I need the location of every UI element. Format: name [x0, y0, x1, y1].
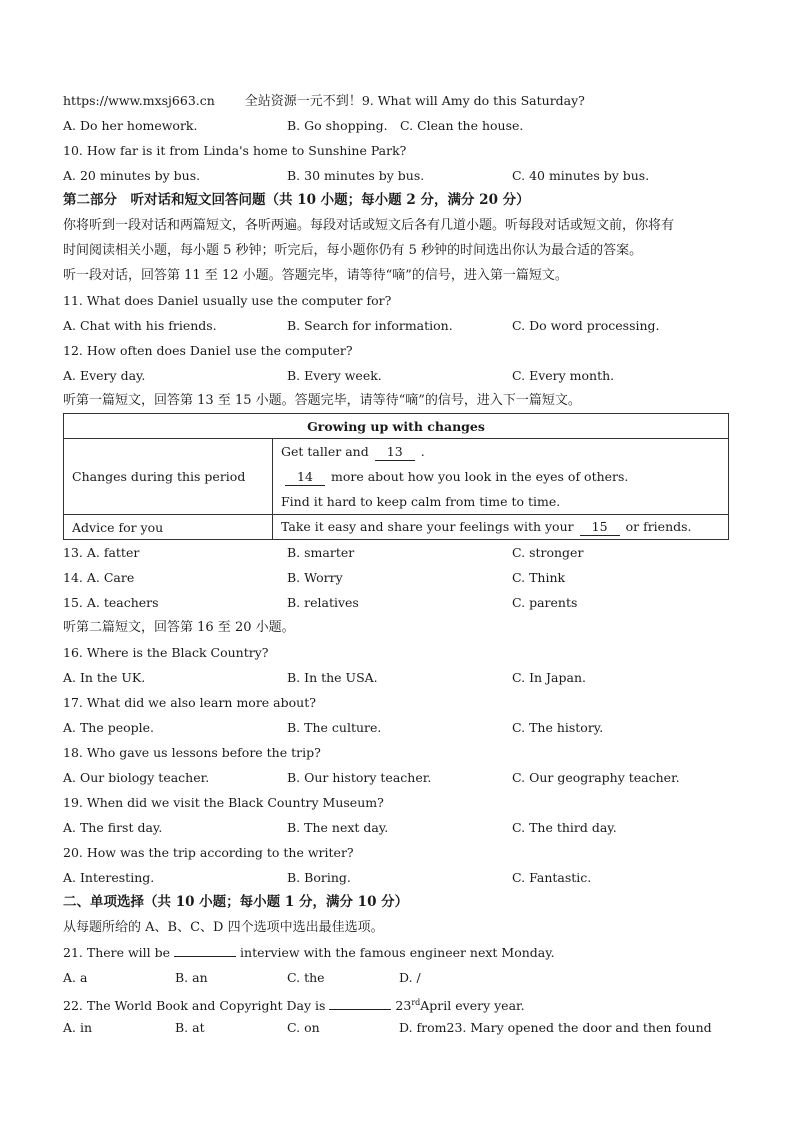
q17-options [63, 715, 731, 740]
blank-13: 13 [375, 444, 415, 461]
option-a: A. In the UK. [63, 670, 146, 685]
option-a: A. Chat with his friends. [63, 318, 217, 333]
option-b: B. Our history teacher. [287, 770, 432, 785]
option-b: B. at [175, 1020, 205, 1035]
line2-text: more about how you look in the eyes of others. [331, 469, 629, 484]
q18-options [63, 765, 731, 790]
option-a: A. Every day. [63, 368, 146, 383]
growing-up-table [63, 413, 729, 540]
option-a: 15. A. teachers [63, 595, 159, 610]
option-b: B. Go shopping. [287, 118, 388, 133]
option-d: D. / [399, 970, 421, 985]
q11-options [63, 313, 731, 338]
line1-end: . [420, 444, 425, 459]
section2-instruction: 从每题所给的 A、B、C、D 四个选项中选出最佳选项。 [63, 920, 384, 935]
option-b: B. Every week. [287, 368, 382, 383]
blank-14: 14 [285, 469, 325, 486]
q22-text-post: April every year. [420, 998, 525, 1014]
line1-text: Get taller and [281, 444, 369, 459]
option-a: 13. A. fatter [63, 545, 140, 560]
option-c: C. Every month. [512, 368, 615, 383]
q22-options [63, 1015, 731, 1040]
option-c: C. 40 minutes by bus. [512, 168, 650, 183]
option-a: A. The people. [63, 720, 155, 735]
part2-title: 第二部分 听对话和短文回答问题（共 10 小题；每小题 2 分，满分 20 分） [63, 192, 530, 208]
q14-options [63, 565, 731, 590]
q10-options [63, 163, 731, 188]
question-12: 12. How often does Daniel use the computer? [63, 343, 353, 358]
q21-text-post: interview with the famous engineer next Monday. [240, 945, 555, 960]
advice-cell [273, 515, 729, 540]
advice-end: or friends. [625, 518, 692, 534]
option-b: B. Search for information. [287, 318, 453, 333]
option-c: C. The third day. [512, 820, 617, 835]
option-d: D. from23. Mary opened the door and then found [399, 1020, 712, 1035]
question-19: 19. When did we visit the Black Country Museum? [63, 795, 384, 810]
q19-options [63, 815, 731, 840]
option-b: B. In the USA. [287, 670, 378, 685]
slogan: 全站资源一元不到！ [244, 94, 362, 109]
advice-text: Take it easy and share your feelings with your [281, 518, 574, 534]
option-c: C. Do word processing. [512, 318, 660, 333]
question-22 [63, 990, 731, 1015]
section2-title: 二、单项选择（共 10 小题；每小题 1 分，满分 10 分） [63, 894, 409, 910]
answer-blank [174, 941, 236, 957]
q15-options [63, 590, 731, 615]
option-b: B. an [175, 970, 208, 985]
option-a: A. Do her homework. [63, 118, 198, 133]
blank-15: 15 [580, 519, 620, 536]
question-18: 18. Who gave us lessons before the trip? [63, 745, 321, 760]
changes-line-2 [281, 464, 720, 489]
option-c: C. In Japan. [512, 670, 586, 685]
option-b: B. Worry [287, 570, 343, 585]
option-c: C. Fantastic. [512, 870, 592, 885]
option-a: A. The first day. [63, 820, 163, 835]
part2-instruction-2: 时间阅读相关小题，每小题 5 秒钟；听完后，每小题你仍有 5 秒钟的时间选出你认为最合适的答案。 [63, 243, 643, 258]
option-b: B. 30 minutes by bus. [287, 168, 425, 183]
q22-text-pre: 22. The World Book and Copyright Day is [63, 998, 326, 1014]
source-url[interactable]: https://www.mxsj663.cn [63, 93, 215, 108]
option-b: B. relatives [287, 595, 359, 610]
q22-date-num: 23 [395, 998, 412, 1014]
option-a: A. Interesting. [63, 870, 155, 885]
option-b: B. smarter [287, 545, 355, 560]
q20-options [63, 865, 731, 890]
option-a: 14. A. Care [63, 570, 135, 585]
changes-line-3: Find it hard to keep calm from time to time. [281, 494, 561, 509]
q16-options [63, 665, 731, 690]
option-c: C. Our geography teacher. [512, 770, 680, 785]
part2-instruction-1: 你将听到一段对话和两篇短文，各听两遍。每段对话或短文后各有几道小题。听每段对话或短文前，你将有 [63, 218, 675, 233]
passage1-instruction: 听第一篇短文，回答第 13 至 15 小题。答题完毕，请等待“嘀”的信号，进入下一篇短文。 [63, 393, 581, 408]
question-11: 11. What does Daniel usually use the computer for? [63, 293, 392, 308]
q21-text-pre: 21. There will be [63, 945, 171, 960]
changes-line-1 [281, 439, 720, 464]
changes-cell [273, 439, 729, 515]
option-a: A. a [63, 970, 88, 985]
header-line [63, 88, 731, 113]
option-c: C. parents [512, 595, 578, 610]
option-a: A. 20 minutes by bus. [63, 168, 201, 183]
option-b: B. The culture. [287, 720, 382, 735]
question-20: 20. How was the trip according to the writer? [63, 845, 354, 860]
option-b: B. Boring. [287, 870, 351, 885]
passage2-instruction: 听第二篇短文，回答第 16 至 20 小题。 [63, 620, 295, 635]
question-17: 17. What did we also learn more about? [63, 695, 316, 710]
part2-instruction-3: 听一段对话，回答第 11 至 12 小题。答题完毕，请等待“嘀”的信号，进入第一篇短文。 [63, 268, 568, 283]
question-9: 9. What will Amy do this Saturday? [361, 93, 585, 108]
q9-options [63, 113, 731, 138]
changes-label: Changes during this period [64, 439, 273, 515]
option-b: B. The next day. [287, 820, 389, 835]
question-21 [63, 940, 731, 965]
question-16: 16. Where is the Black Country? [63, 645, 269, 660]
option-c: C. the [287, 970, 325, 985]
answer-blank [329, 994, 391, 1010]
exam-page [63, 88, 731, 1040]
q22-date-suffix: rd [411, 998, 421, 1007]
option-a: A. in [63, 1020, 93, 1035]
table-title: Growing up with changes [64, 414, 729, 439]
option-c: C. Think [512, 570, 566, 585]
q13-options [63, 540, 731, 565]
question-10: 10. How far is it from Linda's home to Sunshine Park? [63, 143, 407, 158]
q21-options [63, 965, 731, 990]
advice-label: Advice for you [64, 515, 273, 540]
q12-options [63, 363, 731, 388]
option-c: C. The history. [512, 720, 604, 735]
option-a: A. Our biology teacher. [63, 770, 210, 785]
option-c: C. stronger [512, 545, 584, 560]
option-c: C. on [287, 1020, 320, 1035]
option-c: C. Clean the house. [400, 118, 524, 133]
